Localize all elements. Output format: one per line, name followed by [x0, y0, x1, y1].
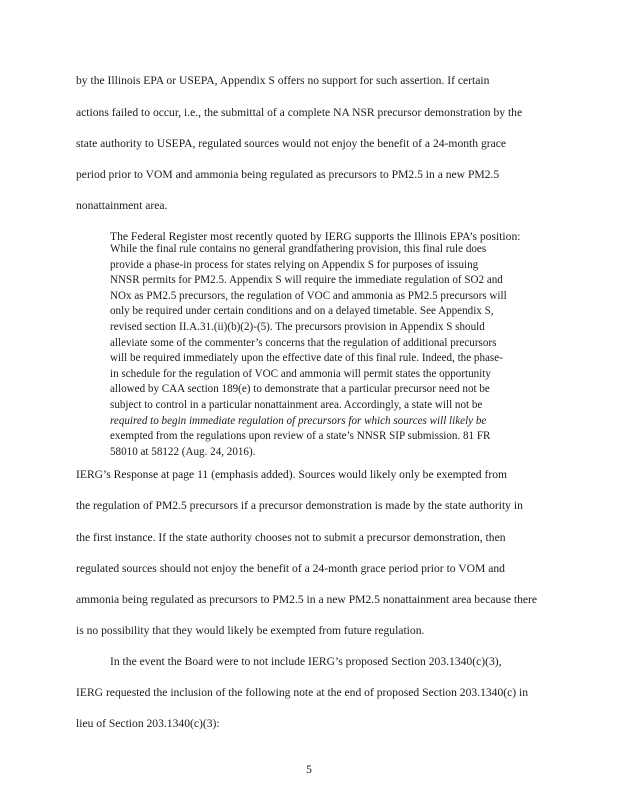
- paragraph-line: actions failed to occur, i.e., the submittal of a complete NA NSR precursor demonstration by the: [76, 106, 523, 119]
- quote-line: subject to control in a particular nonattainment area. Accordingly, a state will not be: [110, 398, 483, 411]
- quote-line: exempted from the regulations upon review of a state’s NNSR SIP submission. 81 FR: [110, 430, 491, 443]
- quote-line: NOx as PM2.5 precursors, the regulation of VOC and ammonia as PM2.5 precursors will: [110, 289, 507, 302]
- paragraph-line: regulated sources should not enjoy the benefit of a 24-month grace period prior to VOM and: [76, 562, 505, 575]
- page-number: 5: [306, 764, 312, 776]
- paragraph-line: is no possibility that they would likely be exempted from future regulation.: [76, 624, 425, 637]
- paragraph-line: period prior to VOM and ammonia being regulated as precursors to PM2.5 in a new PM2.5: [76, 168, 500, 181]
- paragraph-line: IERG requested the inclusion of the following note at the end of proposed Section 203.1340(c) in: [76, 686, 529, 699]
- paragraph-line: ammonia being regulated as precursors to PM2.5 in a new PM2.5 nonattainment area because there: [76, 593, 538, 606]
- quote-line: alleviate some of the commenter’s concerns that the regulation of additional precursors: [110, 336, 497, 349]
- quote-line: allowed by CAA section 189(e) to demonstrate that a particular precursor need not be: [110, 383, 490, 396]
- intro-line: The Federal Register most recently quoted by IERG supports the Illinois EPA’s position:: [110, 230, 521, 243]
- quote-line: in schedule for the regulation of VOC and ammonia will permit states the opportunity: [110, 367, 491, 380]
- quote-line: 58010 at 58122 (Aug. 24, 2016).: [110, 445, 256, 458]
- block-quote: [110, 242, 550, 460]
- quote-line: only be required under certain conditions and on a delayed timetable. See Appendix S,: [110, 305, 494, 318]
- quote-line: required to begin immediate regulation of precursors for which sources will likely be: [110, 414, 487, 427]
- quote-line: revised section II.A.31.(ii)(b)(2)-(5). The precursors provision in Appendix S should: [110, 320, 485, 333]
- quote-line: While the final rule contains no general grandfathering provision, this final rule does: [110, 243, 487, 255]
- paragraph-line: lieu of Section 203.1340(c)(3):: [76, 717, 220, 730]
- paragraph-line: nonattainment area.: [76, 199, 168, 212]
- paragraph-line: state authority to USEPA, regulated sources would not enjoy the benefit of a 24-month grace: [76, 137, 507, 150]
- paragraph-line: the regulation of PM2.5 precursors if a precursor demonstration is made by the state authority in: [76, 499, 523, 512]
- paragraph-line: the first instance. If the state authority chooses not to submit a precursor demonstration, then: [76, 531, 506, 544]
- quote-line: provide a phase-in process for states relying on Appendix S for purposes of issuing: [110, 258, 479, 271]
- quote-line: NNSR permits for PM2.5. Appendix S will require the immediate regulation of SO2 and: [110, 274, 503, 287]
- paragraph-line: IERG’s Response at page 11 (emphasis added). Sources would likely only be exempted from: [76, 468, 508, 481]
- quote-line: will be required immediately upon the effective date of this final rule. Indeed, the phase-: [110, 352, 503, 365]
- paragraph-line: In the event the Board were to not include IERG’s proposed Section 203.1340(c)(3),: [110, 655, 502, 668]
- paragraph-line: by the Illinois EPA or USEPA, Appendix S offers no support for such assertion. If certain: [76, 74, 490, 87]
